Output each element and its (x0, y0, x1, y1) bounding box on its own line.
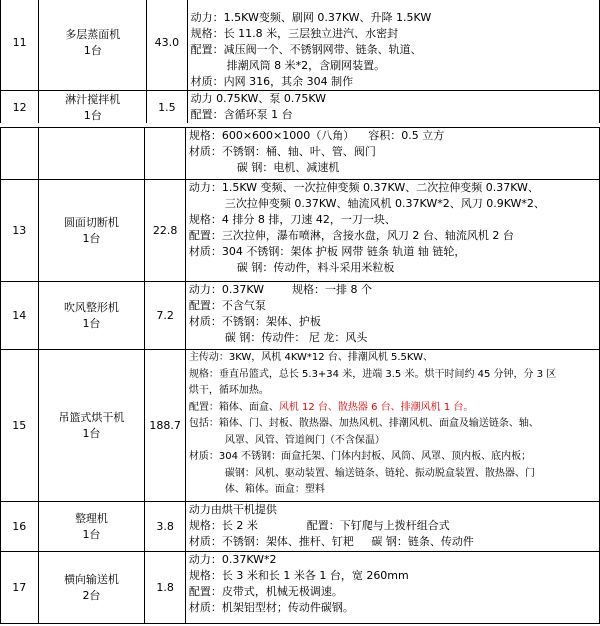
table-row (1, 180, 600, 282)
machine-name: 淋汁搅拌机 1台 (39, 91, 147, 125)
power-kw: 1.8 (145, 552, 185, 624)
equipment-table-top (0, 0, 600, 125)
row-number: 14 (1, 282, 39, 350)
row-number: 12 (1, 91, 39, 125)
table-row (1, 350, 600, 502)
row-number: 13 (1, 180, 39, 282)
table-row (1, 128, 600, 180)
machine-name: 吊篮式烘干机 1台 (38, 350, 145, 502)
machine-description: 动力 0.75KW、泵 0.75KW 配置：含循环泵 1 台 (187, 91, 599, 125)
power-kw: 7.2 (145, 282, 185, 350)
row-number: 11 (1, 0, 39, 91)
machine-description: 动力：1.5KW变频、刷网 0.37KW、升降 1.5KW 规格：长 11.8 米，三层独立进汽、水密封 配置：减压阀一个、不锈钢网带、链条、轨道、 排潮风筒 8 米*2，含刷网装置。 材质：内网 316，其余 304 制作 (187, 0, 599, 91)
table-row (1, 0, 600, 91)
equipment-table-bottom (0, 127, 600, 624)
highlighted-config: 风机 12 台、散热器 6 台、排潮风机 1 台。 (278, 401, 474, 413)
row-number: 16 (1, 502, 39, 552)
machine-description: 主传动：3KW，风机 4KW*12 台、排潮风机 5.5KW、 规格：垂直吊篮式，总长 5.3+34 米，进端 3.5 米。烘干时间约 45 分钟，分 3 区 烘干，循环加热。 配置：箱体、面盒、风机 12 台、散热器 6 台、排潮风机 1 台。 包括：箱体、门、封板、散热器、加热风机、排潮风机、面盒及输送链条、轴、 风罩、风管、管道阀门（不含保温） 材质：304 不锈钢：面盒托架、门体内封板、风筒、风罩、顶内板、底内板； 碳钢：风机、驱动装置、输送链条、链轮、振动脱盒装置、散热器、门 体、箱体。面盒：塑料 (185, 350, 599, 502)
machine-description: 动力由烘干机提供 规格：长 2 米 配置：下钉爬与上拨杆组合式 材质：不锈钢：架体、推杆、钉耙 碳 钢：链条、传动件 (185, 502, 599, 552)
table-row (1, 282, 600, 350)
power-kw: 22.8 (145, 180, 185, 282)
power-kw: 3.8 (145, 502, 185, 552)
row-number: 17 (1, 552, 39, 624)
machine-name: 整理机 1台 (38, 502, 145, 552)
table-row (1, 91, 600, 125)
machine-name: 吹风整形机 1台 (38, 282, 145, 350)
machine-description: 动力：0.37KW 规格：一排 8 个 配置：不含气泵 材质：不锈钢：架体、护板 碳 钢：传动件： 尼 龙：风头 (185, 282, 599, 350)
machine-name: 圆面切断机 1台 (38, 180, 145, 282)
machine-description: 规格：600×600×1000（八角） 容积：0.5 立方 材质：不锈钢：桶、轴、叶、管、阀门 碳 钢：电机、减速机 (185, 128, 599, 180)
machine-description: 动力：0.37KW*2 规格：长 3 米和长 1 米各 1 台，宽 260mm 配置：皮带式，机械无极调速。 材质：机架铝型材；传动件碳钢。 (185, 552, 599, 624)
power-kw: 1.5 (147, 91, 188, 125)
power-kw: 188.7 (145, 350, 185, 502)
machine-name: 横向输送机 2台 (38, 552, 145, 624)
table-row (1, 502, 600, 552)
machine-name: 多层蒸面机 1台 (39, 0, 147, 91)
row-number: 15 (1, 350, 39, 502)
table-row (1, 552, 600, 624)
machine-description: 动力：1.5KW 变频、一次拉伸变频 0.37KW、二次拉伸变频 0.37KW、 三次拉伸变频 0.37KW、轴流风机 0.37KW*2、风刀 0.9KW*2、 规格：4 排分 8 排，刀速 42，一刀一块、 配置：三次拉伸，瀑布喷淋，含接水盘，风刀 2 台、轴流风机 2 台 材质：304 不锈钢：架体 护板 网带 链条 轨道 轴 链轮， 碳 钢：传动件，料斗采用米粒板 (185, 180, 599, 282)
power-kw: 43.0 (147, 0, 188, 91)
